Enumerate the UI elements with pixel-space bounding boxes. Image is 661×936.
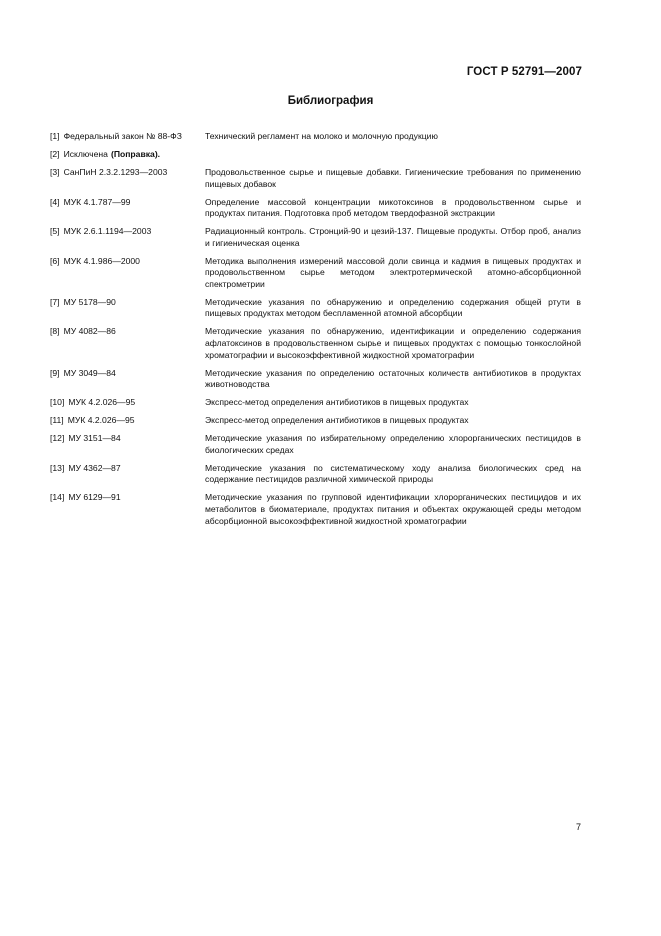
bibliography-entry: [50, 226, 581, 249]
bibliography-entry: [50, 397, 581, 409]
entry-code: МУК 2.6.1.1194—2003: [63, 226, 152, 237]
entry-number: [6]: [50, 255, 60, 266]
entry-description: Экспресс-метод определения антибиотиков в пищевых продуктах: [205, 397, 469, 408]
entry-description: Методические указания по определению остаточных количеств антибиотиков в продуктах животноводства: [205, 367, 581, 390]
entry-number: [2]: [50, 148, 60, 159]
entry-code: МУК 4.1.986—2000: [63, 255, 140, 266]
entry-code: Федеральный закон № 88-ФЗ: [63, 131, 182, 141]
entry-description: Методические указания по систематическому ходу анализа биологических сред на содержание пестицидов различной химической природы: [205, 462, 581, 485]
entry-description: Методика выполнения измерений массовой доли свинца и кадмия в пищевых продуктах и продовольственном сырье методом электротермической атомно-абсорбционной спектрометрии: [205, 255, 581, 289]
entry-number: [1]: [50, 131, 60, 141]
entry-description: Экспресс-метод определения антибиотиков в пищевых продуктах: [205, 415, 469, 426]
entry-description: Радиационный контроль. Стронций-90 и цезий-137. Пищевые продукты. Отбор проб, анализ и гигиеническая оценка: [205, 226, 581, 248]
bibliography-entry: [50, 415, 581, 427]
bibliography-entry: [50, 197, 581, 220]
bibliography-entry: [50, 131, 581, 143]
bibliography-entry: [50, 326, 581, 361]
entry-code: МУК 4.2.026—95: [67, 415, 135, 426]
entry-number: [8]: [50, 326, 60, 337]
entry-code: МУК 4.1.787—99: [63, 196, 131, 207]
bibliography-entry: [50, 167, 581, 190]
entry-description: Методические указания по обнаружению и определению содержания общей ртути в пищевых продуктах методом беспламенной атомной абсорбции: [205, 296, 581, 319]
page-number: 7: [575, 822, 581, 832]
entry-code: МУ 6129—91: [68, 492, 121, 503]
entry-code-note: (Поправка).: [110, 148, 161, 159]
entry-description: [160, 149, 581, 161]
entry-code: МУ 4362—87: [68, 462, 121, 473]
bibliography-entry: [50, 297, 581, 320]
entry-description: Продовольственное сырье и пищевые добавки. Гигиенические требования по применению пищевых добавок: [205, 166, 581, 189]
bibliography-entry: [50, 149, 581, 161]
entry-number: [10]: [50, 397, 65, 408]
entry-number: [7]: [50, 296, 60, 307]
entry-number: [5]: [50, 226, 60, 237]
bibliography-entry: [50, 368, 581, 391]
entry-code: СанПиН 2.3.2.1293—2003: [63, 166, 168, 177]
page-title: Библиография: [287, 95, 374, 107]
entry-number: [4]: [50, 196, 60, 207]
entry-description: Методические указания по избирательному определению хлорорганических пестицидов в биологических средах: [205, 433, 581, 455]
entry-code: МУ 5178—90: [63, 296, 116, 307]
entry-code: Исключена: [63, 148, 108, 159]
entry-code: МУК 4.2.026—95: [68, 397, 136, 408]
entry-description: Методические указания по обнаружению, идентификации и определению содержания афлатоксинов в продовольственном сырье и пищевых продуктах с помощью тонкослойной хроматографии и высокоэффективной жидкостной хроматографии: [205, 326, 581, 360]
bibliography-list: [50, 131, 581, 534]
entry-number: [13]: [50, 462, 65, 473]
entry-number: [11]: [50, 415, 64, 426]
entry-code: МУ 3049—84: [63, 367, 116, 378]
bibliography-entry: [50, 256, 581, 291]
entry-number: [9]: [50, 367, 60, 378]
bibliography-entry: [50, 433, 581, 456]
bibliography-entry: [50, 463, 581, 486]
entry-description: Методические указания по групповой идентификации хлорорганических пестицидов и их метаболитов в биоматериале, продуктах питания и объектах окружающей среды методом абсорбционной высокоэффективной жидкостной хроматографии: [205, 492, 581, 526]
entry-description: Определение массовой концентрации микотоксинов в продовольственном сырье и продуктах питания. Подготовка проб методом твердофазной экстракции: [205, 196, 581, 219]
bibliography-entry: [50, 492, 581, 527]
entry-code: МУ 3151—84: [68, 433, 121, 444]
entry-description: Технический регламент на молоко и молочную продукцию: [205, 131, 438, 141]
entry-number: [14]: [50, 492, 65, 503]
entry-code: МУ 4082—86: [63, 326, 116, 337]
entry-number: [3]: [50, 166, 60, 177]
entry-number: [12]: [50, 433, 65, 444]
document-code: ГОСТ Р 52791—2007: [466, 66, 582, 78]
